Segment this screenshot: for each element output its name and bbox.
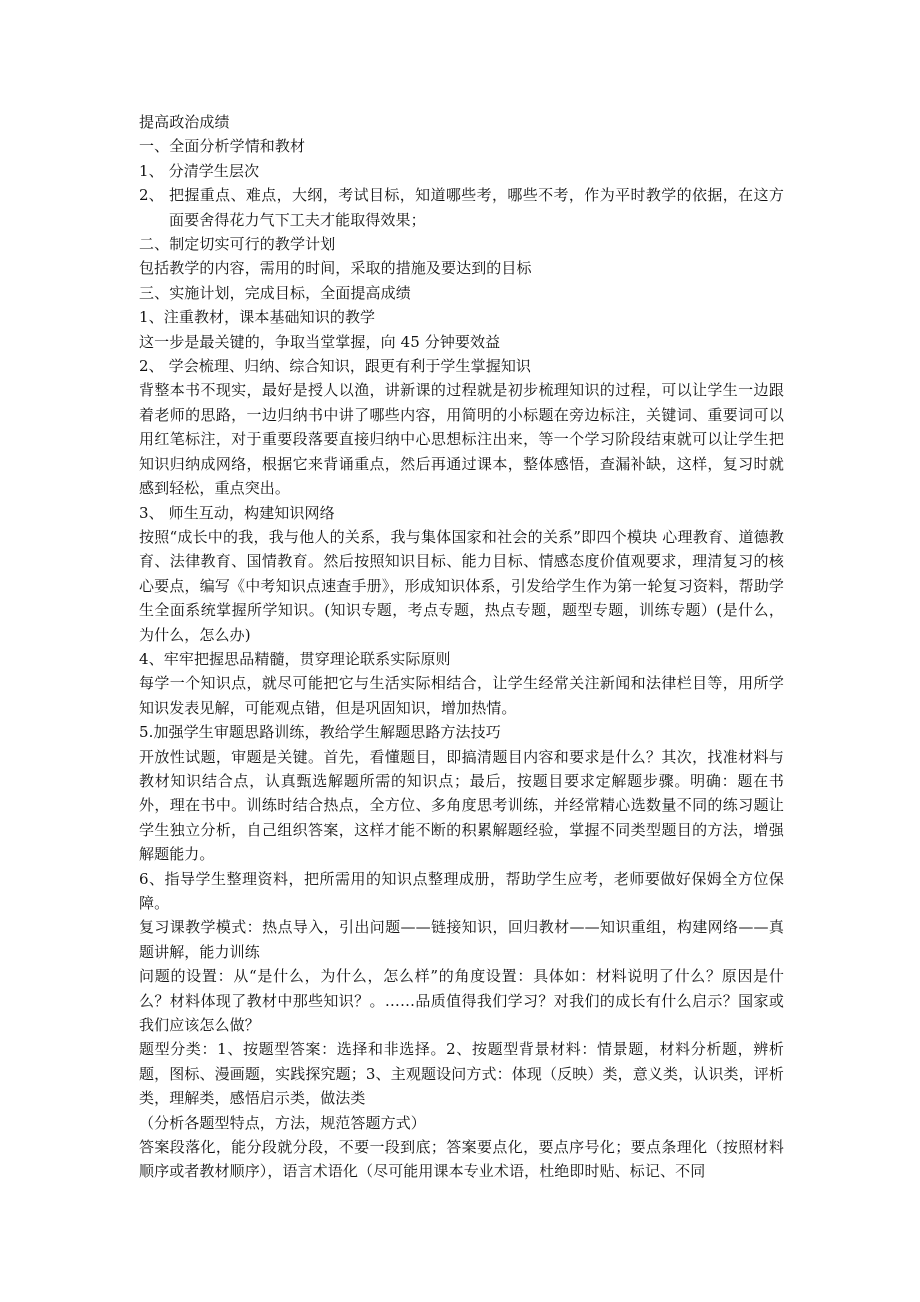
point-4-paragraph: 每学一个知识点，就尽可能把它与生活实际相结合，让学生经常关注新闻和法律栏目等，用所学知识发表见解，可能观点错，但是巩固知识，增加热情。: [139, 674, 784, 717]
point-1-paragraph: 这一步是最关键的，争取当堂掌握，向 45 分钟要效益: [139, 332, 501, 351]
document-body: [139, 110, 784, 1184]
point-heading-2: 2、 学会梳理、归纳、综合知识，跟更有利于学生掌握知识: [139, 357, 532, 376]
section-heading-2: 二、制定切实可行的教学计划: [139, 235, 336, 254]
analysis-note: （分析各题型特点，方法，规范答题方式）: [139, 1113, 426, 1132]
point-heading-1: 1、注重教材，课本基础知识的教学: [139, 308, 376, 327]
question-types-paragraph: 题型分类：1、按题型答案：选择和非选择。2、按题型背景材料：情景题，材料分析题，辨析题，图标、漫画题，实践探究题；3、主观题设问方式：体现（反映）类，意义类，认识类，评析类，理解类，感悟启示类，做法类: [139, 1040, 784, 1108]
list-item-1-2: [139, 183, 784, 232]
section-heading-3: 三、实施计划，完成目标，全面提高成绩: [139, 283, 411, 302]
section-heading-1: 一、全面分析学情和教材: [139, 137, 306, 156]
point-heading-3: 3、 师生互动，构建知识网络: [139, 503, 335, 522]
section-2-paragraph: 包括教学的内容，需用的时间，采取的措施及要达到的目标: [139, 259, 532, 278]
point-2-paragraph: 背整本书不现实，最好是授人以渔，讲新课的过程就是初步梳理知识的过程，可以让学生一边跟着老师的思路，一边归纳书中讲了哪些内容，用简明的小标题在旁边标注，关键词、重要词可以用红笔标注，对于重要段落要直接归纳中心思想标注出来，等一个学习阶段结束就可以让学生把知识归纳成网络，根据它来背诵重点，然后再通过课本，整体感悟，查漏补缺，这样，复习时就感到轻松，重点突出。: [139, 381, 784, 498]
point-heading-4: 4、牢牢把握思品精髓，贯穿理论联系实际原则: [139, 649, 451, 668]
teaching-mode-paragraph: 复习课教学模式：热点导入，引出问题——链接知识，回归教材——知识重组，构建网络——真题讲解，能力训练: [139, 918, 784, 961]
point-3-paragraph: 按照“成长中的我，我与他人的关系，我与集体国家和社会的关系”即四个模块 心理教育、道德教育、法律教育、国情教育。然后按照知识目标、能力目标、情感态度价值观要求，理清复习的核心要点，编写《中考知识点速查手册》，形成知识体系，引发给学生作为第一轮复习资料，帮助学生全面系统掌握所学知识。(知识专题，考点专题，热点专题，题型专题，训练专题）(是什么，为什么，怎么办): [139, 527, 784, 644]
list-item-number: 2、: [139, 186, 164, 205]
answer-format-paragraph: 答案段落化，能分段就分段，不要一段到底；答案要点化，要点序号化；要点条理化（按照材料顺序或者教材顺序），语言术语化（尽可能用课本专业术语，杜绝即时贴、标记、不同: [139, 1138, 784, 1181]
document-title: 提高政治成绩: [139, 113, 230, 131]
point-5-paragraph: 开放性试题，审题是关键。首先，看懂题目，即搞清题目内容和要求是什么？其次，找准材料与教材知识结合点，认真甄选解题所需的知识点；最后，按题目要求定解题步骤。明确：题在书外，理在书中。训练时结合热点，全方位、多角度思考训练，并经常精心选数量不同的练习题让学生独立分析，自己组织答案，这样才能不断的积累解题经验，掌握不同类型题目的方法，增强解题能力。: [139, 747, 784, 864]
question-design-paragraph: 问题的设置：从“是什么，为什么，怎么样”的角度设置：具体如：材料说明了什么？原因是什么？材料体现了教材中那些知识？。……品质值得我们学习？对我们的成长有什么启示？国家或我们应该怎么做？: [139, 967, 784, 1035]
list-item-1-1: 1、 分清学生层次: [139, 161, 260, 180]
point-heading-6: 6、指导学生整理资料，把所需用的知识点整理成册，帮助学生应考，老师要做好保姆全方位保障。: [139, 869, 784, 912]
point-heading-5: 5.加强学生审题思路训练，教给学生解题思路方法技巧: [139, 723, 501, 742]
list-item-text: 把握重点、难点，大纲，考试目标，知道哪些考，哪些不考，作为平时教学的依据，在这方面要舍得花力气下工夫才能取得效果；: [169, 186, 784, 229]
